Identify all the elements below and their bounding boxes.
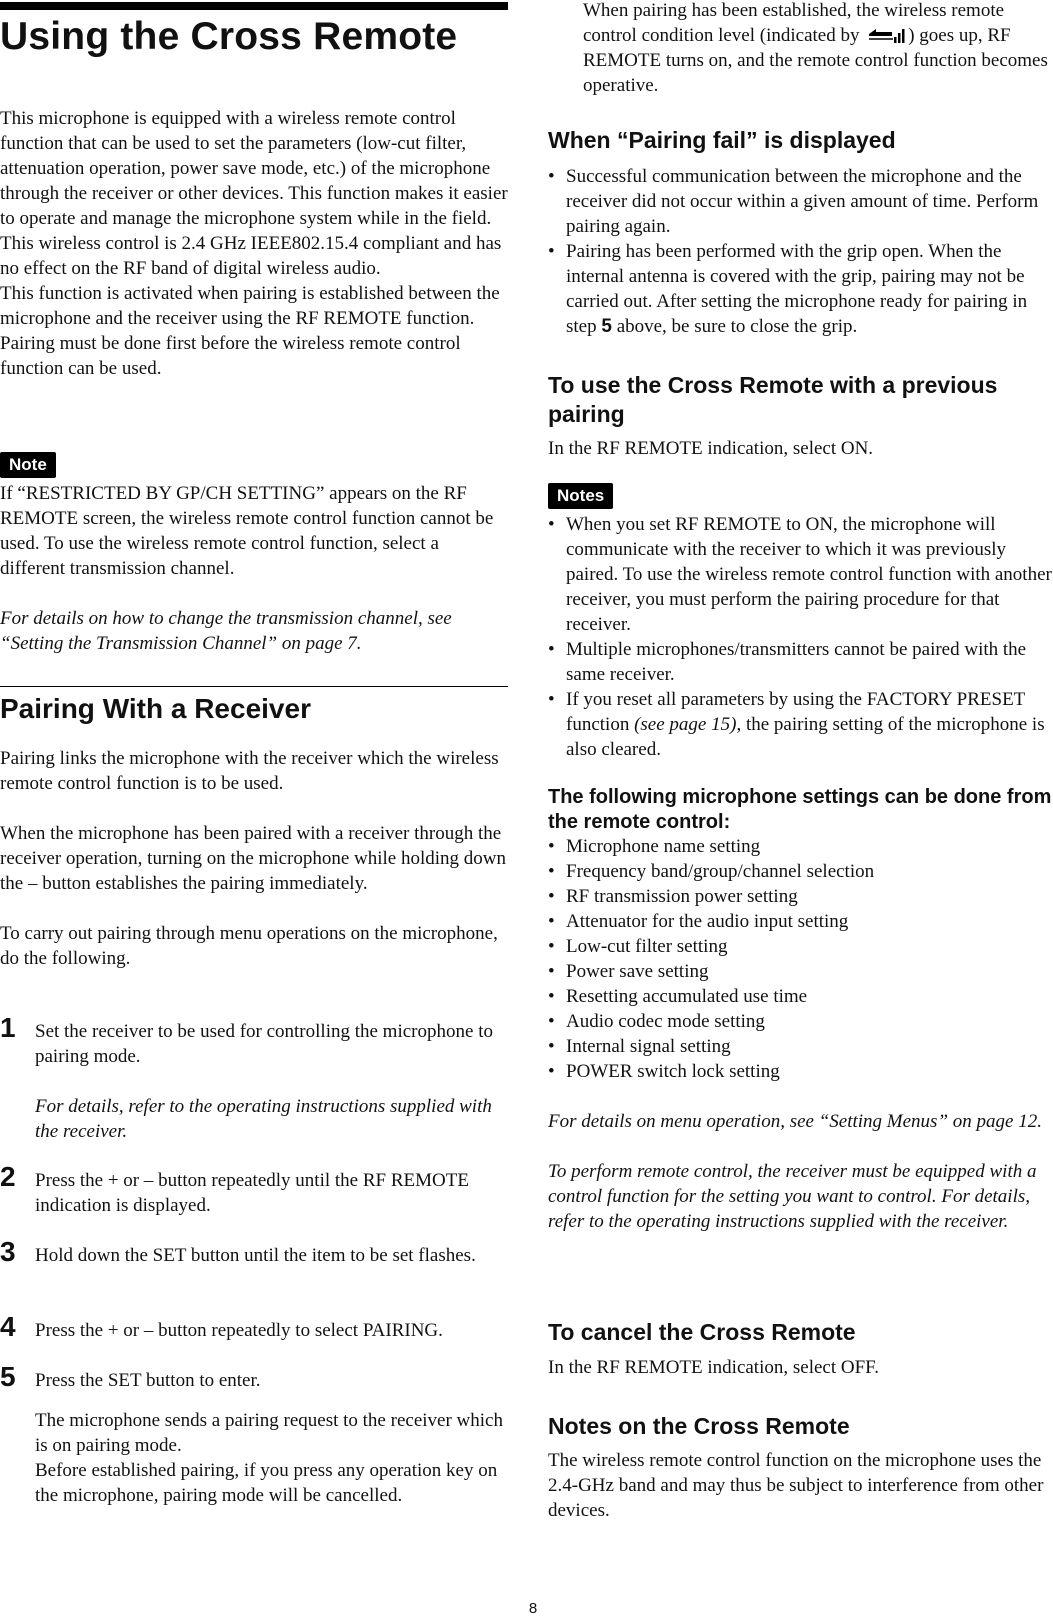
- list-item: • Pairing has been performed with the grip open. When the internal antenna is covered with the grip, pairing may not be carried out. After setting the microphone ready for pairing in step 5 above, be sure to close the grip.: [548, 239, 1053, 339]
- heading-cancel: To cancel the Cross Remote: [548, 1319, 856, 1345]
- step-text: Set the receiver to be used for controlling the microphone to pairing mode.: [35, 1021, 493, 1067]
- step-1: [0, 1012, 508, 1144]
- step-2: [0, 1161, 508, 1218]
- step-text: Press the + or – button repeatedly until the RF REMOTE indication is displayed.: [35, 1170, 469, 1216]
- page-number: 8: [528, 1600, 538, 1617]
- pairing-paragraph-2: When the microphone has been paired with a receiver through the receiver operation, turning on the microphone while holding down the – button establishes the pairing immediately.: [0, 823, 507, 894]
- notes-list: [548, 512, 1053, 762]
- control-reference: To perform remote control, the receiver must be equipped with a control function for the setting you want to control. For details, refer to the operating instructions supplied with the receiver.: [548, 1161, 1037, 1232]
- note-body: [0, 481, 508, 656]
- list-item: • Resetting accumulated use time: [548, 984, 1053, 1009]
- list-item: • If you reset all parameters by using the FACTORY PRESET function (see page 15), the pairing setting of the microphone is also cleared.: [548, 687, 1053, 762]
- intro-paragraph-3: This function is activated when pairing is established between the microphone and the receiver using the RF REMOTE function.: [0, 283, 500, 329]
- heading-notes-on-remote: Notes on the Cross Remote: [548, 1413, 850, 1439]
- step-number: 1: [0, 1012, 16, 1043]
- intro-text: [0, 106, 508, 381]
- step-subtext-1: The microphone sends a pairing request to the receiver which is on pairing mode.: [35, 1410, 503, 1456]
- step-4: [0, 1311, 508, 1343]
- step-number: 3: [0, 1236, 16, 1267]
- pairing-body: [0, 746, 508, 971]
- intro-paragraph-2: This wireless control is 2.4 GHz IEEE802.15.4 compliant and has no effect on the RF band of digital wireless audio.: [0, 233, 502, 279]
- step-5-continuation: [583, 0, 1053, 98]
- step-text: Press the + or – button repeatedly to select PAIRING.: [35, 1320, 443, 1341]
- heading-remote-settings: The following microphone settings can be done from the remote control:: [548, 786, 1052, 833]
- list-item: • Successful communication between the microphone and the receiver did not occur within a given amount of time. Perform pairing again.: [548, 164, 1053, 239]
- pairing-paragraph-1: Pairing links the microphone with the receiver which the wireless remote control function is to be used.: [0, 748, 499, 794]
- step-5: [0, 1361, 508, 1508]
- pairing-paragraph-3: To carry out pairing through menu operations on the microphone, do the following.: [0, 923, 498, 969]
- heading-pairing-fail: When “Pairing fail” is displayed: [548, 127, 896, 153]
- heading-previous-pairing: To use the Cross Remote with a previous pairing: [548, 372, 998, 427]
- list-item: • Power save setting: [548, 959, 1053, 984]
- notes-box: [548, 483, 1053, 509]
- step-text: Press the SET button to enter.: [35, 1370, 261, 1391]
- list-item: • Attenuator for the audio input setting: [548, 909, 1053, 934]
- list-item: • Multiple microphones/transmitters cannot be paired with the same receiver.: [548, 637, 1053, 687]
- note-reference: For details on how to change the transmission channel, see “Setting the Transmission Channel” on page 7.: [0, 608, 452, 654]
- step-number: 4: [0, 1311, 16, 1342]
- list-item: • RF transmission power setting: [548, 884, 1053, 909]
- note-text: If “RESTRICTED BY GP/CH SETTING” appears on the RF REMOTE screen, the wireless remote control function cannot be used. To use the wireless remote control function, select a different transmission channel.: [0, 483, 494, 579]
- step-subtext: For details, refer to the operating instructions supplied with the receiver.: [35, 1096, 492, 1142]
- notes-on-remote-text: The wireless remote control function on the microphone uses the 2.4-GHz band and may thus be subject to interference from other devices.: [548, 1450, 1044, 1521]
- previous-pairing-text: In the RF REMOTE indication, select ON.: [548, 438, 874, 459]
- intro-paragraph-1: This microphone is equipped with a wireless remote control function that can be used to set the parameters (low-cut filter, attenuation operation, power save mode, etc.) of the microphone through the receiver or other devices. This function makes it easier to operate and manage the microphone system while in the field.: [0, 108, 508, 229]
- list-item: • Low-cut filter setting: [548, 934, 1053, 959]
- pairing-fail-list: [548, 164, 1053, 339]
- title-rule: [0, 2, 508, 10]
- note-box: [0, 452, 508, 478]
- list-item: • Microphone name setting: [548, 834, 1053, 859]
- list-item: • Internal signal setting: [548, 1034, 1053, 1059]
- list-item: • Audio codec mode setting: [548, 1009, 1053, 1034]
- list-item: • Frequency band/group/channel selection: [548, 859, 1053, 884]
- remote-signal-icon: [866, 26, 906, 44]
- notes-badge: Notes: [548, 483, 613, 509]
- step-number: 2: [0, 1161, 16, 1192]
- menus-reference: For details on menu operation, see “Setting Menus” on page 12.: [548, 1111, 1042, 1132]
- section-divider: [0, 686, 508, 687]
- step-subtext-2: Before established pairing, if you press any operation key on the microphone, pairing mode will be cancelled.: [35, 1460, 498, 1506]
- menu-references: [548, 1109, 1053, 1234]
- step-text: Hold down the SET button until the item to be set flashes.: [35, 1245, 476, 1266]
- intro-paragraph-4: Pairing must be done first before the wireless remote control function can be used.: [0, 333, 461, 379]
- remote-settings-list: [548, 834, 1053, 1084]
- list-item: • POWER switch lock setting: [548, 1059, 1053, 1084]
- pairing-established-text: When pairing has been established, the wireless remote control condition level (indicated by ) goes up, RF REMOTE turns on, and the remote control function becomes operative.: [583, 0, 1048, 96]
- step-number: 5: [0, 1361, 16, 1392]
- step-3: [0, 1236, 508, 1268]
- page-title: Using the Cross Remote: [0, 15, 458, 58]
- cancel-text: In the RF REMOTE indication, select OFF.: [548, 1357, 879, 1378]
- note-badge: Note: [0, 452, 56, 478]
- section-title-pairing: Pairing With a Receiver: [0, 693, 311, 724]
- list-item: • When you set RF REMOTE to ON, the microphone will communicate with the receiver to which it was previously paired. To use the wireless remote control function with another receiver, you must perform the pairing procedure for that receiver.: [548, 512, 1053, 637]
